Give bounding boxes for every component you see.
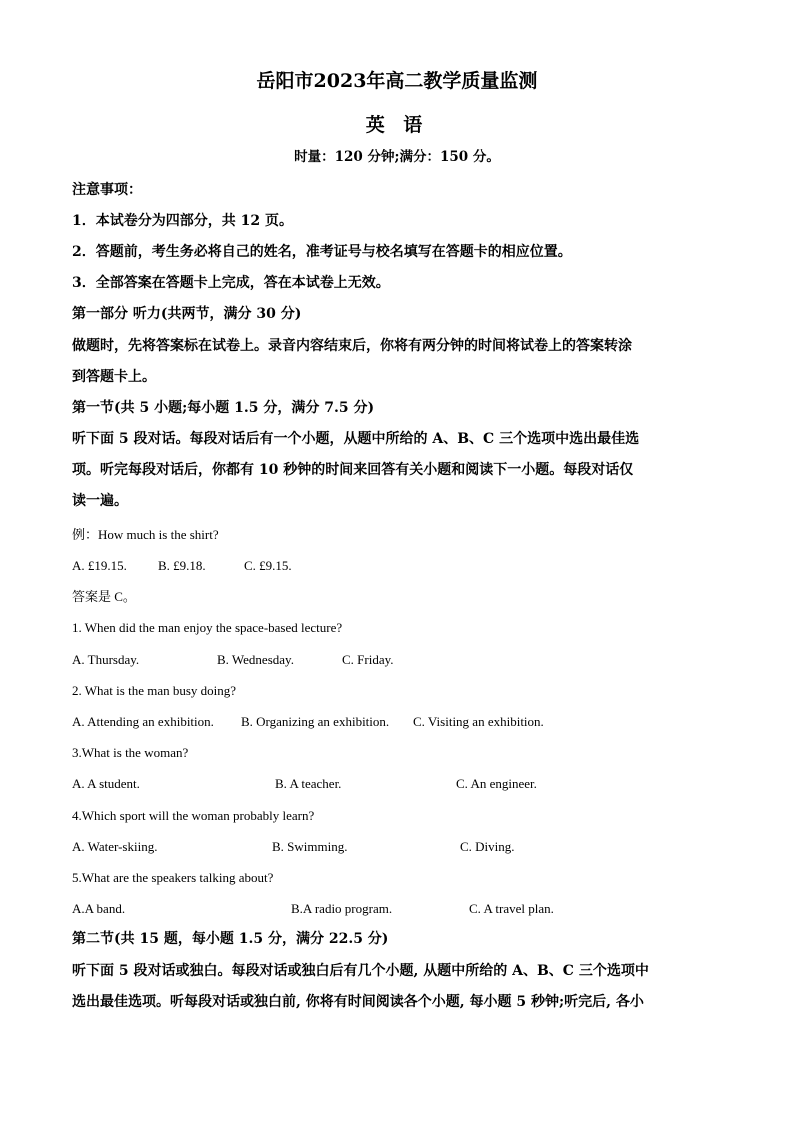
q4-option-b: B. Swimming. — [272, 839, 348, 854]
q3-option-a: A. A student. — [72, 776, 140, 791]
example-option-b: B. £9.18. — [158, 558, 206, 573]
section2-instruction: 听下面 5 段对话或独白。每段对话或独白后有几个小题, 从题中所给的 A、B、C 三个选项中 — [72, 963, 649, 979]
q5-option-b: B.A radio program. — [291, 901, 393, 916]
section1-instruction: 读一遍。 — [72, 493, 128, 509]
exam-title: 岳阳市2023年高二教学质量监测 — [256, 70, 538, 92]
q2-option-b: B. Organizing an exhibition. — [241, 714, 390, 729]
section1-instruction: 听下面 5 段对话。每段对话后有一个小题，从题中所给的 A、B、C 三个选项中选出最佳选 — [72, 431, 640, 447]
question-4: 4.Which sport will the woman probably learn? — [72, 808, 315, 823]
section1-heading: 第一节(共 5 小题;每小题 1.5 分，满分 7.5 分) — [72, 400, 375, 416]
example-question: 例：How much is the shirt? — [72, 527, 219, 542]
q5-option-a: A.A band. — [72, 901, 126, 916]
subject-title: 英 语 — [365, 114, 429, 136]
example-option-a: A. £19.15. — [72, 558, 127, 573]
q1-option-c: C. Friday. — [342, 652, 394, 667]
question-3: 3.What is the woman? — [72, 745, 189, 760]
question-2: 2. What is the man busy doing? — [72, 683, 237, 698]
question-5: 5.What are the speakers talking about? — [72, 870, 274, 885]
part1-instruction: 到答题卡上。 — [72, 369, 156, 385]
time-score-info: 时量：120 分钟;满分：150 分。 — [294, 149, 500, 165]
section2-instruction: 选出最佳选项。听每段对话或独白前, 你将有时间阅读各个小题, 每小题 5 秒钟;听完后, 各小 — [72, 994, 644, 1010]
q5-option-c: C. A travel plan. — [469, 901, 554, 916]
part1-instruction: 做题时，先将答案标在试卷上。录音内容结束后，你将有两分钟的时间将试卷上的答案转涂 — [72, 338, 632, 354]
question-1: 1. When did the man enjoy the space-based lecture? — [72, 620, 343, 635]
notice-item: 3．全部答案在答题卡上完成，答在本试卷上无效。 — [72, 275, 390, 291]
q1-option-b: B. Wednesday. — [217, 652, 294, 667]
section2-heading: 第二节(共 15 题，每小题 1.5 分，满分 22.5 分) — [72, 931, 389, 947]
notice-item: 2．答题前，考生务必将自己的姓名，准考证号与校名填写在答题卡的相应位置。 — [72, 244, 572, 260]
example-answer: 答案是 C。 — [72, 589, 136, 604]
q3-option-c: C. An engineer. — [456, 776, 537, 791]
q4-option-c: C. Diving. — [460, 839, 515, 854]
part1-heading: 第一部分 听力(共两节，满分 30 分) — [72, 306, 302, 322]
notice-heading: 注意事项： — [72, 182, 142, 198]
q3-option-b: B. A teacher. — [275, 776, 342, 791]
q4-option-a: A. Water-skiing. — [72, 839, 158, 854]
q2-option-c: C. Visiting an exhibition. — [413, 714, 544, 729]
q1-option-a: A. Thursday. — [72, 652, 140, 667]
example-option-c: C. £9.15. — [244, 558, 292, 573]
notice-item: 1．本试卷分为四部分，共 12 页。 — [72, 213, 293, 229]
section1-instruction: 项。听完每段对话后，你都有 10 秒钟的时间来回答有关小题和阅读下一小题。每段对话仅 — [72, 462, 634, 478]
q2-option-a: A. Attending an exhibition. — [72, 714, 214, 729]
